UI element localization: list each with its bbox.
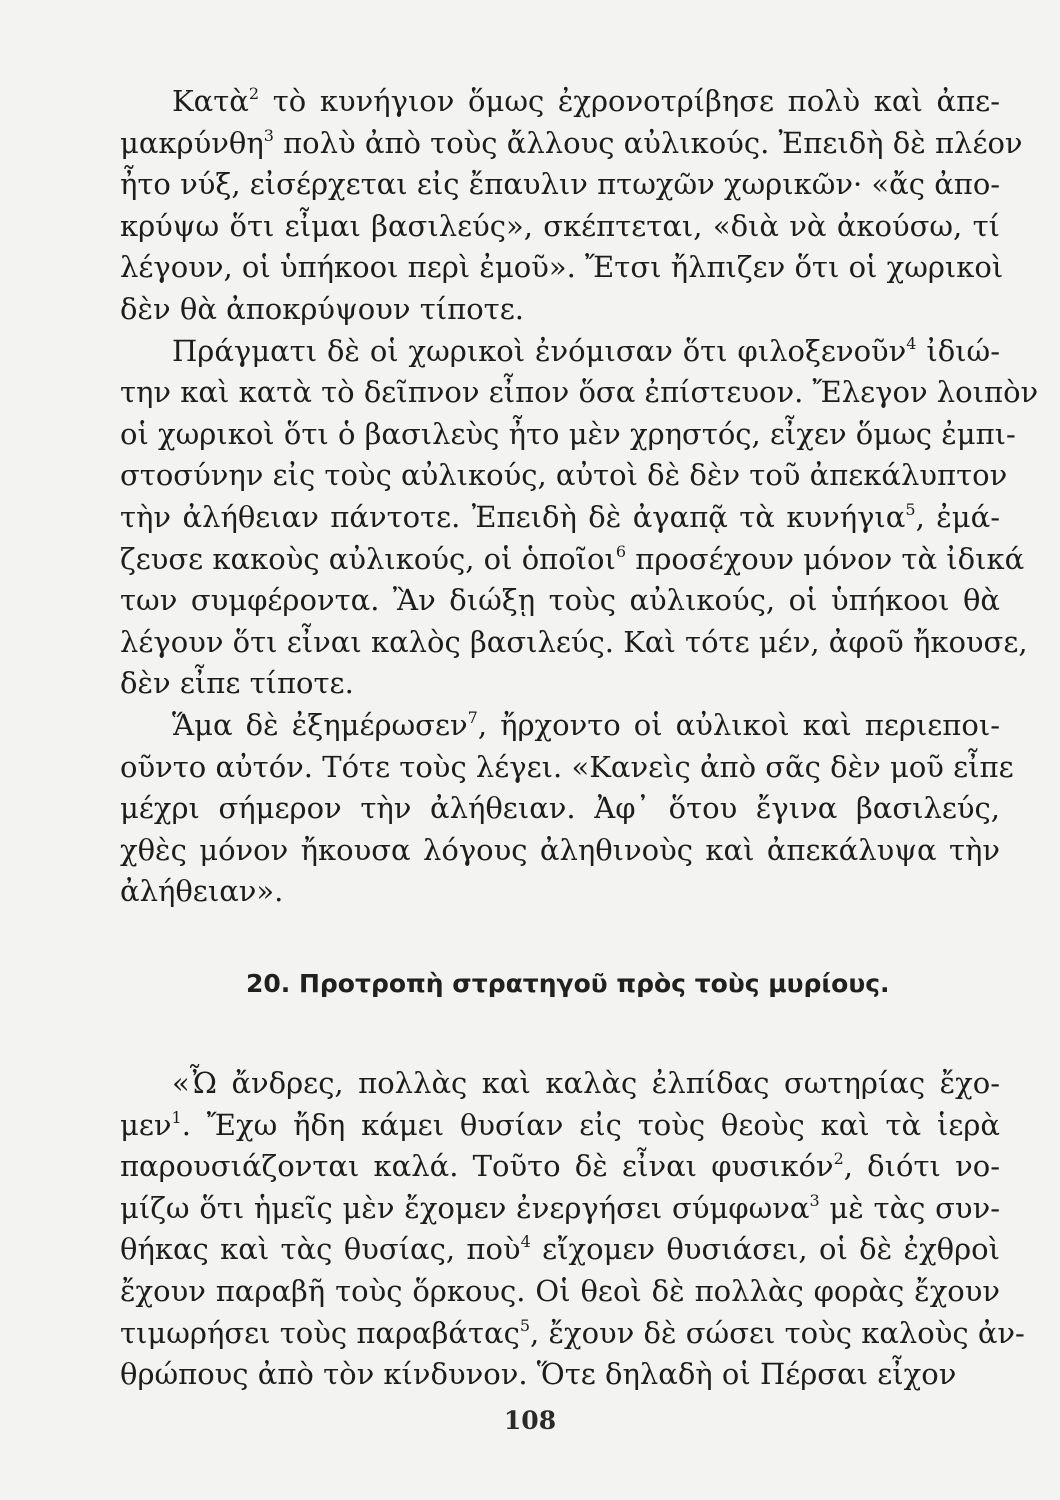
text-line [120, 540, 1025, 578]
text-run: «Ὦ ἄνδρες, πολλὰς καὶ καλὰς ἐλπίδας σωτηρίας ἔχο- [172, 1066, 1000, 1100]
footnote-marker: 7 [467, 708, 478, 727]
text-run: δὲν εἶπε τίποτε. [120, 666, 354, 701]
text-line [120, 1355, 1000, 1393]
text-run: ἦτο νύξ, εἰσέρχεται εἰς ἔπαυλιν πτωχῶν χωρικῶν· «ἄς ἀπο- [120, 167, 1001, 202]
text-run: τὴν ἀλήθειαν πάντοτε. Ἐπειδὴ δὲ ἀγαπᾷ τὰ κυνήγια [120, 500, 906, 534]
text-run: Κατὰ [172, 84, 249, 118]
text-run: λέγουν, οἱ ὑπήκοοι περὶ ἐμοῦ». Ἔτσι ἤλπιζεν ὅτι οἱ χωρικοὶ [120, 250, 1004, 285]
text-run: κρύψω ὅτι εἶμαι βασιλεύς», σκέπτεται, «διὰ νὰ ἀκούσω, τί [120, 208, 1000, 243]
text-line [120, 1272, 1000, 1310]
text-line [120, 290, 1000, 328]
text-run: πολὺ ἀπὸ τοὺς ἄλλους αὐλικούς. Ἐπειδὴ δὲ πλέον [273, 125, 1023, 160]
text-line [120, 248, 1004, 286]
footnote-marker: 5 [905, 500, 916, 519]
footnote-marker: 3 [809, 1190, 820, 1210]
text-line [172, 332, 1000, 370]
text-line [120, 1314, 1025, 1352]
footnote-marker: 5 [519, 1315, 531, 1335]
text-run: μὲ τὰς συν- [819, 1190, 1000, 1225]
text-line [120, 207, 1000, 245]
text-line [120, 623, 1028, 661]
text-run: ζευσε κακοὺς αὐλικούς, οἱ ὁποῖοι [120, 541, 616, 576]
text-line [120, 1106, 1000, 1144]
text-line [120, 498, 1000, 536]
text-line [120, 872, 1000, 910]
text-line [120, 165, 1000, 203]
text-run: λέγουν ὅτι εἶναι καλὸς βασιλεύς. Καὶ τότε μέν, ἀφοῦ ἤκουσε, [120, 624, 1028, 659]
text-line [120, 664, 1000, 702]
text-run: μέχρι σήμερον τὴν ἀλήθειαν. Ἀφ᾽ ὅτου ἔγινα βασιλεύς, [120, 791, 1000, 826]
text-run: των συμφέροντα. Ἂν διώξῃ τοὺς αὐλικούς, οἱ ὑπήκοοι θὰ [120, 583, 1000, 618]
text-run: μακρύνθη [120, 125, 264, 160]
text-run: οἱ χωρικοὶ ὅτι ὁ βασιλεὺς ἦτο μὲν χρηστός, εἶχεν ὅμως ἐμπι- [120, 416, 1016, 451]
text-run: την καὶ κατὰ τὸ δεῖπνον εἶπον ὅσα ἐπίστευον. Ἔλεγον λοιπὸν [120, 375, 1039, 410]
text-line [120, 124, 1023, 162]
text-run: θρώπους ἀπὸ τὸν κίνδυνον. Ὅτε δηλαδὴ οἱ Πέρσαι εἶχον [120, 1357, 957, 1392]
text-line [172, 706, 1000, 744]
text-run: οῦντο αὐτόν. Τότε τοὺς λέγει. «Κανεὶς ἀπὸ σᾶς δὲν μοῦ εἶπε [120, 749, 1014, 784]
text-run: προσέχουν μόνον τὰ ἰδικά [626, 541, 1025, 576]
footnote-marker: 4 [520, 1232, 531, 1252]
text-line [172, 82, 1000, 120]
text-run: μίζω ὅτι ἡμεῖς μὲν ἔχομεν ἐνεργήσει σύμφωνα [120, 1190, 810, 1225]
footnote-marker: 6 [615, 541, 627, 561]
footnote-marker: 2 [248, 84, 260, 103]
text-run: , ἤρχοντο οἱ αὐλικοὶ καὶ περιεποι- [477, 708, 1000, 742]
text-run: ἀλήθειαν». [120, 874, 284, 909]
footnote-marker: 1 [171, 1107, 182, 1127]
text-run: , διότι νο- [843, 1149, 1000, 1184]
text-line [172, 1064, 1000, 1102]
text-line [120, 456, 1008, 494]
text-line [120, 373, 1039, 411]
text-run: στοσύνην εἰς τοὺς αὐλικούς, αὐτοὶ δὲ δὲν τοῦ ἀπεκάλυπτον [120, 458, 1008, 493]
text-line [120, 748, 1014, 786]
text-run: Πράγματι δὲ οἱ χωρικοὶ ἐνόμισαν ὅτι φιλοξενοῦν [172, 333, 907, 368]
text-line [120, 1230, 1000, 1268]
text-line [120, 1147, 1000, 1185]
text-line [120, 415, 1016, 453]
footnote-marker: 2 [833, 1149, 844, 1169]
text-line [120, 1189, 1000, 1227]
text-run: τιμωρήσει τοὺς παραβάτας [120, 1315, 520, 1350]
text-run: , ἐμά- [915, 500, 1000, 534]
text-run: δὲν θὰ ἀποκρύψουν τίποτε. [120, 292, 524, 326]
text-run: τὸ κυνήγιον ὅμως ἐχρονοτρίβησε πολὺ καὶ ἀπε- [259, 84, 1000, 118]
text-run: θήκας καὶ τὰς θυσίας, ποὺ [120, 1232, 521, 1267]
text-line [120, 581, 1000, 619]
text-run: εἴχομεν θυσιάσει, οἱ δὲ ἐχθροὶ [530, 1232, 1000, 1267]
text-run: Ἅμα δὲ ἐξημέρωσεν [172, 708, 468, 742]
text-run: . Ἔχω ἤδη κάμει θυσίαν εἰς τοὺς θεοὺς καὶ τὰ ἱερὰ [181, 1107, 1000, 1142]
text-run: παρουσιάζονται καλά. Τοῦτο δὲ εἶναι φυσικόν [120, 1149, 834, 1184]
page-number: 108 [503, 1406, 557, 1435]
text-line [120, 831, 1000, 869]
text-run: ἔχουν παραβῆ τοὺς ὅρκους. Οἱ θεοὶ δὲ πολλὰς φορὰς ἔχουν [120, 1274, 1000, 1308]
footnote-marker: 3 [263, 125, 274, 145]
section-heading: 20. Προτροπὴ στρατηγοῦ πρὸς τοὺς μυρίους. [246, 969, 890, 998]
footnote-marker: 4 [906, 333, 917, 353]
text-run: , ἔχουν δὲ σώσει τοὺς καλοὺς ἀν- [530, 1315, 1025, 1350]
text-run: ἰδιώ- [916, 333, 1000, 368]
text-run: χθὲς μόνον ἤκουσα λόγους ἀληθινοὺς καὶ ἀπεκάλυψα τὴν [120, 832, 1000, 867]
text-line [120, 789, 1000, 827]
text-run: μεν [120, 1107, 172, 1142]
